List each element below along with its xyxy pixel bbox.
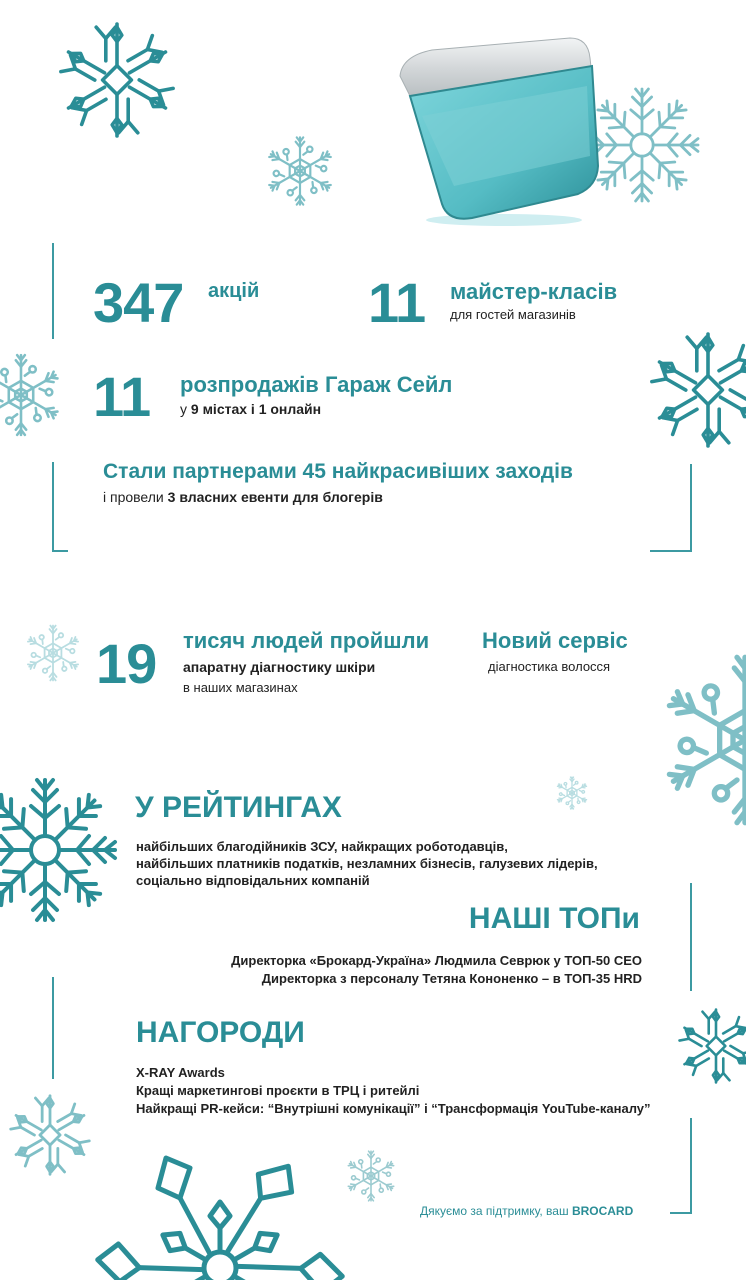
awards-line: Найкращі PR-кейси: “Внутрішні комунікації” і “Трансформація YouTube-каналу” <box>136 1101 651 1116</box>
frame-line <box>690 1118 692 1214</box>
frame-line <box>670 1212 692 1214</box>
diagnostics-sub: в наших магазинах <box>183 680 298 695</box>
ratings-list <box>136 838 598 889</box>
snowflake-icon <box>339 1148 403 1204</box>
garage-sales-number: 11 <box>93 365 151 428</box>
promos-label: акцій <box>208 280 260 302</box>
masterclasses-number: 11 <box>368 271 426 334</box>
garage-sales-sub-prefix: у <box>180 401 187 417</box>
garage-sales-label: розпродажів Гараж Сейл <box>180 372 453 397</box>
partners-sub-prefix: і провели <box>103 489 164 505</box>
garage-sales-sub <box>180 401 321 417</box>
footer-brand: BROCARD <box>571 1204 634 1218</box>
awards-line: Кращі маркетингові проєкти в ТРЦ і ритейлі <box>136 1083 420 1098</box>
frame-line <box>650 550 692 552</box>
awards-line: X-RAY Awards <box>136 1065 225 1080</box>
frame-line <box>690 883 692 991</box>
snowflake-icon <box>677 1007 746 1085</box>
awards-list <box>136 1064 651 1118</box>
snowflake-icon <box>643 330 746 450</box>
garage-sales-sub-bold: 9 містах і 1 онлайн <box>190 401 322 417</box>
snowflake-icon <box>22 622 84 684</box>
snowflake-icon <box>0 775 120 925</box>
masterclasses-label: майстер-класів <box>450 279 618 304</box>
snowflake-icon <box>57 10 177 150</box>
snowflake-icon <box>8 1093 92 1177</box>
awards-title: НАГОРОДИ <box>136 1016 305 1049</box>
frame-line <box>52 977 54 1079</box>
footer-thanks-text: Дякуємо за підтримку, ваш <box>420 1204 569 1218</box>
diagnostics-label: тисяч людей пройшли <box>183 628 430 653</box>
diagnostics-sub-bold: апаратну діагностику шкіри <box>183 659 376 675</box>
cream-jar-image <box>392 36 602 226</box>
frame-line <box>52 243 54 339</box>
diagnostics-number: 19 <box>96 632 157 695</box>
frame-line <box>690 464 692 552</box>
footer-thanks <box>420 1204 633 1218</box>
tops-list <box>231 952 642 988</box>
snowflake-icon <box>645 630 746 850</box>
tops-line: Директорка з персоналу Тетяна Кононенко – в ТОП-35 HRD <box>261 971 642 986</box>
partners-sub <box>103 489 383 505</box>
snowflake-icon <box>0 350 76 440</box>
masterclasses-sub: для гостей магазинів <box>450 307 576 322</box>
promos-number: 347 <box>93 271 184 334</box>
frame-line <box>52 462 54 552</box>
snowflake-icon <box>554 775 590 811</box>
partners-sub-bold: 3 власних евенти для блогерів <box>167 489 383 505</box>
new-service-title: Новий сервіс <box>482 628 628 653</box>
ratings-line: найбільших платників податків, незламних бізнесів, галузевих лідерів, <box>136 856 598 871</box>
snowflake-icon <box>110 1158 330 1280</box>
new-service-sub: діагностика волосся <box>488 659 611 674</box>
partners-title: Стали партнерами 45 найкрасивіших заходів <box>103 460 573 483</box>
ratings-line: найбільших благодійників ЗСУ, найкращих роботодавців, <box>136 839 508 854</box>
tops-title: НАШІ ТОПи <box>468 902 640 935</box>
tops-line: Директорка «Брокард-Україна» Людмила Севрюк у ТОП-50 CEO <box>231 953 642 968</box>
ratings-line: соціально відповідальних компаній <box>136 873 370 888</box>
ratings-title: У РЕЙТИНГАХ <box>135 791 342 824</box>
snowflake-icon <box>262 133 338 209</box>
frame-line <box>52 550 68 552</box>
